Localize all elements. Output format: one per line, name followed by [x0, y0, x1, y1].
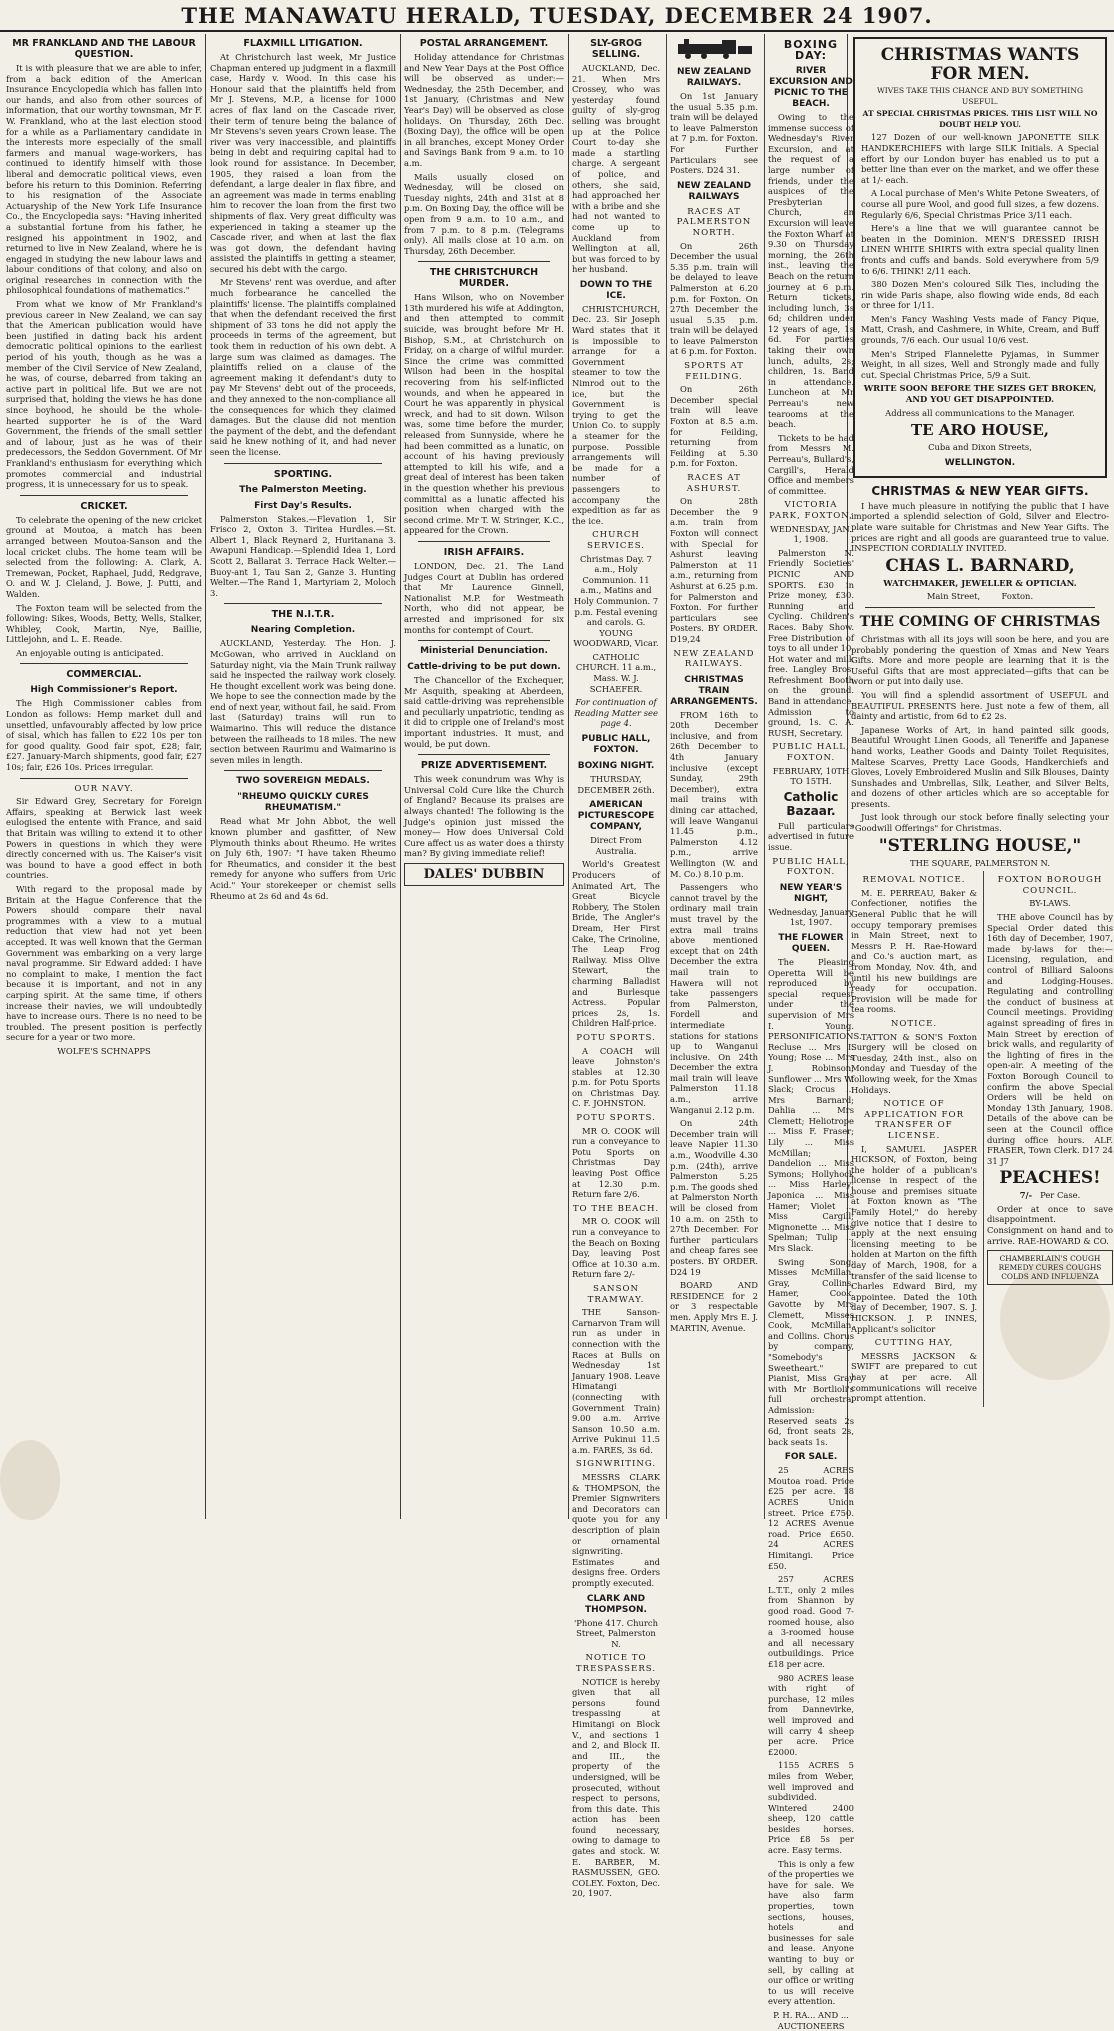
ad-text: Passengers who cannot travel by the ordinary mail train must travel by the extra mail trains above mentioned except that on 24th December the extra mail train to Hawera will not take passengers from Palmerston, Fordell and intermediate stations for stations up to Wanganui inclusive. On 24th December the extra mail train will leave Palmerston 11.18 a.m., arrive Wanganui 2.12 p.m. [670, 882, 758, 1115]
ad-text: TATTON & SON'S Foxton Surgery will be closed on Tuesday, 24th inst., also on Monday and Tuesday of the following week, for the Xmas Holidays. [851, 1031, 977, 1095]
divider [224, 463, 382, 464]
article-heading: FLAXMILL LITIGATION. [243, 38, 363, 49]
ad-text: A COACH will leave Johnston's stables at 12.30 p.m. for Potu Sports on Christmas Day. C. F. JOHNSTON. [572, 1045, 660, 1109]
article-heading: THE N.I.T.R. [271, 609, 335, 621]
article-paragraph: With regard to the proposal made by Britain at the Hague Conference that the Powers should compare their naval programmes with a view to a mutual reduction that view had not yet been accepted. It was well known that the German Government was embarking on a very large naval programme. Sir Edward added: I have no complaint to make, I mention the fact because it is important, and not in any carping spirit. At the same time, if others increase their navies, we will undoubtedly have to increase ours. There is no need to be troubled. The present position is perfectly secure for a year or two more. [6, 883, 202, 1043]
article-subheading: Ministerial Denunciation. [420, 646, 548, 657]
ad-text: Direct From Australia. [590, 835, 642, 856]
ad-text: On 26th December special train will leave Foxton at 8.5 a.m. for Feilding, returning from Feilding at 5.30 p.m. for Foxton. [670, 384, 758, 469]
column-3 [404, 34, 564, 1519]
ad-text: 127 Dozen of our well-known JAPONETTE SILK HANDKERCHIEFS with large SILK Initials. A Special effort by our London buyer has enabled us to put a better line than ever on the market, and we offer these at 1/- each. [861, 132, 1099, 185]
ad-text: This is only a few of the properties we have for sale. We have also farm properties, town sections, houses, hotels and businesses for sale and lease. Anyone wanting to buy or sell, by calling at our office or writing to us will receive every attention. [768, 1858, 854, 2007]
ad-text: You will find a splendid assortment of USEFUL and BEAUTIFUL PRESENTS here. Just note a few of them, all dainty and artistic, from 6d to £2 2s. [851, 689, 1109, 722]
ad-text: THURSDAY, DECEMBER 26th. [577, 774, 655, 795]
bazaar-title: Catholic Bazaar. [783, 789, 839, 818]
ad-text: MESSRS JACKSON & SWIFT are prepared to cut hay at per acre. All communications will receive prompt attention. [851, 1350, 977, 1404]
ad-text: On 1st January the usual 5.35 p.m. train will be delayed to leave Palmerston at 7 p.m. for Foxton. For Further Particulars see Posters. D24 31. [670, 91, 758, 176]
article-paragraph: LONDON, Dec. 21. The Land Judges Court at Dublin has ordered that Mr Laurence Ginnell, Nationalist M.P. for Westmeath North, who did not appear, be arrested and imprisoned for six months for contempt of Court. [404, 560, 564, 635]
ad-text: THE above Council has by Special Order dated this 16th day of December, 1907, made by-laws for the:— Licensing, regulation, and control of Billiard Saloons and Lodging-Houses. Regulating and controlling the conduct of business at Council meetings. Providing against spreading of fires in Main Street by erection of brick walls, and regularity of the lighting of fires in the open-air. A meeting of the Foxton Borough Council to confirm the above Special Orders will be held on Monday 13th January, 1908. Details of the above can be seen at the Council office during office hours. ALF. FRASER, Town Clerk. D17 24 31 J7 [987, 912, 1113, 1166]
article-paragraph: To celebrate the opening of the new cricket ground at Moutoa, a match has been arranged between Moutoa-Sanson and the local cricket clubs. The home team will be selected from the following: A. Clark, A. Tremewan, Pocket, Raphael, Judd, Redgrave, O. and W. J. Cleland, J. Bowe, J. Putti, and Walden. [6, 514, 202, 599]
ad-text: Full particulars advertised in future issue. [768, 820, 854, 852]
article-paragraph: AUCKLAND, Dec. 21. When Mrs Crossey, who was yesterday found guilty of sly-grog selling was brought up at the Police Court to-day she made a startling charge. A sergeant of police, and others, she said, had approached her with a bribe and she had not wanted to come up to Auckland from Wellington at all, but was forced to by her husband. [572, 63, 660, 275]
ad-heading: NOTICE. [890, 1018, 938, 1029]
ad-heading: VICTORIA PARK, FOXTON, [768, 500, 853, 521]
divider [418, 640, 550, 641]
divider [418, 261, 550, 262]
store-address: Cuba and Dixon Streets, [928, 442, 1032, 453]
jeweller-address [851, 591, 1109, 602]
ad-title: CHRISTMAS WANTS FOR MEN. [880, 45, 1080, 84]
article-heading: SPORTING. [273, 468, 333, 480]
article-paragraph: Holiday attendance for Christmas and New Year Days at the Post Office will be observed as under:—Wednesday, the 25th December, and 1st January, (Christmas and New Year's Day) will be observed as close holidays. On Thursday, 26th Dec. (Boxing Day), the office will be open in all branches, except Money Order and Savings Bank from 9 a.m. to 10 a.m. [404, 52, 564, 168]
ad-text: MESSRS CLARK & THOMPSON, the Premier Signwriters and Decorators can quote you for any description of plain or ornamental signwriting. Estimates and designs free. Orders promptly executed. [572, 1472, 660, 1588]
ad-text: Order at once to save disappointment. Consignment on hand and to arrive. RAE-HOWARD & CO. [987, 1203, 1113, 1246]
divider [865, 607, 1095, 608]
masthead [0, 0, 1114, 32]
article-heading: IRISH AFFAIRS. [443, 546, 525, 558]
ad-heading: NEW ZEALAND RAILWAYS [676, 180, 752, 202]
ad-text: 257 ACRES L.T.T., only 2 miles from Shannon by good road. Good 7-roomed house, also a 3-roomed house and all necessary outbuildings. Price £18 per acre. [768, 1574, 854, 1669]
article-paragraph: Palmerston Stakes.—Flevation 1, Sir Frisco 2, Oxton 3. Tiritea Hurdles.—St. Albert 1, Black Reynard 2, Huritanana 3. Awapuni Handicap.—Splendid Idea 1, Lord Scott 2, Ballarat 3. Terrace Hack Welter.—Buoy-ant 1, Tau San 2, Ganze 3. Hunting Welter.—The Rand 1, Martyriam 2, Moloch 3. [210, 513, 396, 598]
footer-ad: WOLFE'S SCHNAPPS [57, 1045, 151, 1056]
ad-subtitle: AT SPECIAL CHRISTMAS PRICES. THIS LIST WILL NO DOUBT HELP YOU. [862, 109, 1098, 129]
ad-heading: PUBLIC HALL, FOXTON. [581, 734, 651, 756]
article-subheading: High Commissioner's Report. [30, 685, 178, 696]
newspaper-title: THE MANAWATU HERALD, TUESDAY, DECEMBER 24 1907. [181, 3, 933, 28]
catholic-text: CATHOLIC CHURCH. 11 a.m., Mass. W. J. SCHAEFER. [575, 651, 657, 694]
article-subheading: First Day's Results. [254, 500, 352, 511]
ad-subheading: RACES AT PALMERSTON NORTH. [676, 206, 752, 238]
jeweller-street: Main Street, [926, 591, 981, 602]
store-name: TE ARO HOUSE, [910, 421, 1050, 440]
column-4b [666, 34, 758, 1519]
ad-heading: BOXING DAY: [783, 38, 839, 62]
article-paragraph: Hans Wilson, who on November 13th murdered his wife at Addington, and then attempted to commit suicide, was brought before Mr H. Bishop, S.M., at Christchurch on Friday, on a charge of wilful murder. Since the crime was committed Wilson had been in the hospital recovering from his self-inflicted wounds, and when he appeared in Court he was apparently in physical wreck, and had to sit down. Wilson was, some time before the murder, released from Sunnyside, where he had been committed as a lunatic, on account of his having previously attempted to kill his wife, and a great deal of interest has been taken in the question whether his previous committal as a lunatic affected his position when charged with the second crime. Mr T. W. Stringer, K.C., appeared for the Crown. [404, 292, 565, 536]
ad-text: Just look through our stock before finally selecting your "Goodwill Offerings" for Christmas. [851, 812, 1109, 834]
ad-subheading: SPORTS AT FEILDING. [684, 361, 744, 382]
ad-heading: NEW YEAR'S NIGHT, [779, 882, 843, 904]
article-paragraph: The High Commissioner cables from London as follows: Hemp market dull and unsettled, unfavourably affected by low price of sisal, which has fallen to £22 10s per ton for good quality. Good fair spot, £28; fair, £27. January-March shipments, good fair, £27 10s; fair, £26 10s. Prices irregular. [6, 698, 202, 773]
peaches-price-value: 7/- [1019, 1190, 1033, 1201]
cough-remedy-ad [987, 1250, 1113, 1285]
ad-text: BY-LAWS. [1029, 898, 1071, 909]
ad-text: MR O. COOK will run a conveyance to Potu Sports on Christmas Day leaving Post Office at 12.30 p.m. Return fare 2/6. [572, 1125, 660, 1200]
ad-heading: "RHEUMO QUICKLY CURES RHEUMATISM." [237, 792, 369, 814]
article-paragraph: This week conundrum was Why is Universal Cold Cure like the Church of England? Because its praises are always chanted! The following is the Judge's opinion just missed the money— How does Universal Cold Cure affect us as water does a thirsty man? By giving immediate relief! [404, 774, 564, 859]
ad-heading: CHRISTMAS TRAIN ARRANGEMENTS. [670, 674, 758, 707]
ad-heading: PUBLIC HALL, FOXTON. [772, 856, 850, 878]
ad-text: 980 ACRES lease with right of purchase, 12 miles from Dannevirke, well improved and will carry 4 sheep per acre. Price £2000. [768, 1672, 854, 1757]
jeweller-name: CHAS L. BARNARD, [885, 555, 1075, 576]
ad-heading: PUBLIC HALL, FOXTON. [772, 742, 850, 764]
column-1 [6, 34, 202, 1519]
ad-text: FEBRUARY, 10TH TO 15TH. [772, 765, 850, 787]
ad-text: 25 ACRES Moutoa road. Price £25 per acre. 18 ACRES Union street. Price £750. 12 ACRES Avenue road. Price £650. 24 ACRES Himitangi. Price £50. [768, 1465, 854, 1571]
dubbin-ad-title: DALES' DUBBIN [423, 867, 545, 882]
ad-text: FROM 16th to 20th December inclusive, and from 26th December to 4th January inclusive (except Sunday, 29th December), extra mail trains with dining car attached, will leave Wanganui 11.45 p.m., Palmerston 4.12 p.m., arrive Wellington (W. and M. Co.) 8.10 p.m. [670, 709, 758, 879]
column-rule [568, 34, 569, 1519]
ad-text: On 24th December train will leave Napier 11.30 a.m., Woodville 4.30 p.m. (24th), arrive Palmerston 5.25 p.m. The goods shed at Palmerston North will be closed from 10 a.m. on 25th to 27th December. For further particulars and cheap fares see posters. BY ORDER. D24 19 [670, 1118, 758, 1277]
ad-text: Here's a line that we will guarantee cannot be beaten in the Dominion. MEN'S DRESSED IRISH LINEN WHITE SHIRTS with extra special quality linen fronts and cuffs and bands. Sold everywhere from 5/9 to 6/6. THINK! 2/11 each. [861, 223, 1099, 276]
peaches-price [987, 1190, 1113, 1201]
divider [418, 754, 550, 755]
ad-text: WEDNESDAY, JAN. 1, 1908. [770, 523, 852, 545]
ad-text: Address all communications to the Manager. [885, 407, 1075, 418]
church-heading: CHURCH SERVICES. [586, 530, 646, 551]
article-paragraph: CHRISTCHURCH, Dec. 23. Sir Joseph Ward states that it is impossible to arrange for a Government steamer to tow the Nimrod out to the ice, but the Government is trying to get the Union Co. to supply a steamer for the purpose. Possible arrangements will be made for a number of passengers to accompany the expedition as far as the ice. [572, 303, 661, 526]
ad-subheading: RACES AT ASHURST. [686, 473, 742, 494]
column-rule [205, 34, 206, 1519]
ad-text: 1155 ACRES 5 miles from Weber, well improved and subdivided. Wintered 2400 sheep, 120 cattle besides horses. Price £8 5s per acre. Easy terms. [768, 1760, 854, 1856]
divider [20, 778, 188, 779]
ad-text: MR O. COOK will run a conveyance to the Beach on Boxing Day, leaving Post Office at 10.30 a.m. Return fare 2/- [572, 1216, 660, 1280]
bottom-ads-right [983, 871, 1113, 1407]
ad-text: The Pleasing Operetta Will be reproduced by special request under the supervision of Mrs I. Young. PERSONIFICATIONS. Recluse ... Mrs I. Young; Rose ... Mrs J. Robinson; Sunflower ... Mrs W. Slack; Crocus ... Mrs Barnard; Dahlia ... Mrs Clemett; Heliotrope ... Miss F. Fraser; Lily ... Miss McMillan; Dandelion ... Miss Symons; Hollyhock ... Miss Harley; Japonica ... Miss Hamer; Violet ... Miss Cargill; Mignonette ... Miss Spelman; Tulip ... Mrs Slack. [768, 956, 862, 1253]
ad-text: Men's Fancy Washing Vests made of Fancy Pique, Matt, Crash, and Cashmere, in White, Cream, and Buff grounds, 7/6 each. Our usual 10/6 vest. [861, 313, 1099, 346]
ad-text: WRITE SOON BEFORE THE SIZES GET BROKEN, AND YOU GET DISAPPOINTED. [863, 383, 1097, 405]
ad-text: On 26th December the usual 5.35 p.m. train will be delayed to leave Palmerston at 6.20 p.m. for Foxton. On 27th December the usual 5.35 p.m. train will be delayed to leave Palmerston at 6 p.m. for Foxton. [670, 240, 758, 357]
column-2 [210, 34, 396, 1519]
column-rule [400, 34, 401, 1519]
article-heading: DOWN TO THE ICE. [579, 279, 653, 301]
ad-heading: CUTTING HAY, [874, 1338, 954, 1349]
ad-text: BOARD AND RESIDENCE for 2 or 3 respectable men. Apply Mrs E. J. MARTIN, Avenue. [670, 1280, 758, 1333]
article-paragraph: An enjoyable outing is anticipated. [16, 647, 164, 658]
ad-text: Men's Striped Flannelette Pyjamas, in Summer Weight, in all sizes, Well and Strongly made and fully cut. Special Christmas Price, 5/9 a Suit. [861, 348, 1099, 380]
ad-heading: NEW ZEALAND RAILWAYS. [676, 67, 752, 88]
ad-text: On 28th December the 9 a.m. train from Foxton will connect with Special for Ashurst leaving Palmerston at 11 a.m., returning from Ashurst at 6.25 p.m. for Palmerston and Foxton. For further particulars see Posters. BY ORDER. D19,24 [670, 496, 758, 644]
article-heading: CRICKET. [80, 500, 128, 512]
bottom-ads [851, 871, 1113, 1407]
ad-text: 'Phone 417. Church Street, Palmerston N. [574, 1617, 658, 1649]
coming-christmas-title: THE COMING OF CHRISTMAS [859, 613, 1101, 630]
ad-heading: NOTICE OF APPLICATION FOR TRANSFER OF LICENSE. [863, 1099, 965, 1141]
article-heading: SLY-GROG SELLING. [590, 38, 642, 60]
ad-subtitle: WIVES TAKE THIS CHANCE AND BUY SOMETHING USEFUL. [876, 86, 1084, 106]
ad-heading: AMERICAN PICTURESCOPE COMPANY, [577, 800, 655, 833]
ad-heading: SANSON TRAMWAY. [587, 1283, 645, 1305]
divider [418, 541, 550, 542]
article-heading: MR FRANKLAND AND THE LABOUR QUESTION. [12, 38, 196, 60]
ad-text: Palmerston N. Friendly Societies' PICNIC AND SPORTS. £30 in Prize money, £30. Running and Cycling. Children's Races. Baby Show. Free Distribution of toys to all under 10. Hot water and milk free. Langley Bros. Refreshment Booth on the ground. Band in attendance. Admission to ground, 1s. C. A. RUSH, Secretary. [768, 547, 854, 738]
ad-text: NOTICE is hereby given that all persons found trespassing at Himitangi on Block V., and sections 1 and 2, and Block II. and III., the property of the undersigned, will be prosecuted, without respect to persons, from this date. This action has been found necessary, owing to damage to gates and stock. W. E. BARBER, M. RASMUSSEN, GEO. COLEY. Foxton, Dec. 20, 1907. [572, 1676, 660, 1899]
article-heading: THE CHRISTCHURCH MURDER. [429, 267, 539, 290]
church-text: Christmas Day. 7 a.m., Holy Communion. 11 a.m., Matins and Holy Communion. 7 p.m. Festal evening and carols. G. YOUNG WOODWARD, Vicar. [573, 553, 659, 649]
peaches-title: PEACHES! [999, 1168, 1101, 1189]
store-city: WELLINGTON. [944, 457, 1016, 468]
column-4c [764, 34, 862, 2031]
ad-heading: FOXTON BOROUGH COUNCIL. [997, 875, 1103, 896]
ad-heading: THE FLOWER QUEEN. [778, 932, 844, 954]
ad-text: Japanese Works of Art, in hand painted silk goods, Beautiful Wrought Linen Goods, all Teneriffe and Japanese hand works, Leather Goods and Dainty Toilet Requisites, Maltese Scarves, Pretty Lace Goods, Handkerchiefs and Gloves, Lovely Embroidered Muslin and Silk Blouses, Dainty Sunshades and Umbrellas, Silk, Leather, and Silver Belts, and dozens of other articles which are so acceptable for presents. [851, 724, 1109, 809]
ad-text: Christmas with all its joys will soon be here, and you are probably pondering the question of Xmas and New Years Gifts. More and more people are learning that it is the Useful Gifts that are most appreciated—gifts that can be worn or put into daily use. [851, 633, 1109, 687]
article-heading: OUR NAVY. [74, 783, 134, 794]
ad-text: 380 Dozen Men's coloured Silk Ties, including the rin wide Paris shape, also flowing wide ends, 8d each or three for 1/11. [861, 279, 1099, 311]
ad-text: Owing to the immense success of Wednesday's River Excursion, and at the request of a large number of friends, under the auspices of the Presbyterian Church, an Excursion will leave the Foxton Wharf at 9.30 on Thursday morning, the 26th inst., leaving the Beach on the return journey at 6 p.m. Return tickets, including lunch, 3s 6d; children under 12 years of age, 1s 6d. For parties taking their own lunch, adults, 2s; children, 1s. Band in attendance. Luncheon at Mr Perreau's new tearooms at the beach. [768, 112, 854, 430]
ad-text: A Local purchase of Men's White Petone Sweaters, of course all pure Wool, and good full sizes, a few dozens. Regularly 6/6, Special Christmas Price 3/11 each. [861, 188, 1099, 220]
ad-text: World's Greatest Producers of Animated Art, The Great Bicycle Robbery, The Stolen Bride, The Angler's Dream, Her First Cake, The Crinoline, The Leap Frog Railway. Miss Olive Stewart, the charming Balladist and Burlesque Actress. Popular prices 2s, 1s. Children Half-price. [572, 859, 660, 1029]
column-4a [572, 34, 661, 1899]
christmas-wants-ad [853, 37, 1107, 478]
ad-text: M. E. PERREAU, Baker & Confectioner, notifies the General Public that he will occupy temporary premises in Main Street, next to Messrs P. H. Rae-Howard and Co.'s auction mart, as from Monday, Nov. 4th, and until his new buildings are ready for occupation. Provision will be made for tea rooms. [851, 887, 977, 1015]
ad-text: THE Sanson-Carnarvon Tram will run as under in connection with the Races at Bulls on Wednesday 1st January 1908. Leave Himatangi (connecting with Government Train) 9.00 a.m. Arrive Sanson 10.50 a.m. Arrive Pukinui 11.5 a.m. FARES, 3s 6d. [572, 1307, 661, 1455]
article-paragraph: The Foxton team will be selected from the following: Sikes, Woods, Betty, Wells, Stalker, Whibley, Cook, Martin, Nye, Baillie, Littlejohn, and L. E. Reade. [6, 602, 202, 645]
article-paragraph: It is with pleasure that we are able to infer, from a back edition of the American Insurance Encyclopedia which has fallen into our hands, and also from other sources of information, that our worthy townsman, Mr F. W. Frankland, who at the last election stood for a while as a Parliamentary candidate in the interests more especially of the small farmers and manual wage-workers, has continued to identify himself with those liberal and democratic political views, even before his return to this Dominion. Referring to his resignation of the Associate Actuaryship of the New York Life Insurance Co., the Encyclopedia says: "Having inherited a substantial fortune from his father, he resigned his appointment in 1902, and returned to live in New Zealand, where he is engaged in studying the new labour laws and labour conditions of that colony, and also on original researches in connection with the philosophical foundations of mathematics." [6, 63, 202, 296]
ad-heading: RIVER EXCURSION AND PICNIC TO THE BEACH. [769, 66, 853, 109]
article-subheading: Nearing Completion. [250, 625, 356, 636]
ad-heading: BOXING NIGHT. [577, 761, 655, 772]
column-5 [851, 34, 1113, 1519]
ad-text: Read what Mr John Abbot, the well known plumber and gasfitter, of New Plymouth thinks about Rheumo. He writes on July 6th, 1907: "I have taken Rheumo for Rheumatics, and consider it the best remedy for anyone who suffers from Uric Acid." Your storekeeper or chemist sells Rheumo at 2s 6d and 4s 6d. [210, 816, 396, 901]
article-subheading: The Palmerston Meeting. [239, 484, 367, 495]
sterling-house-title: "STERLING HOUSE," [878, 835, 1082, 856]
ad-heading: CLARK AND THOMPSON. [585, 1593, 647, 1615]
ad-heading: FOR SALE. [784, 1452, 838, 1463]
article-heading: POSTAL ARRANGEMENT. [419, 38, 549, 49]
ad-text: I have much pleasure in notifying the public that I have imported a splendid selection of Gold, Silver and Electro-plate ware suitable for Christmas and New Year Gifts. The prices are right and all goods are guaranteed true to value. INSPECTION CORDIALLY INVITED. [851, 500, 1109, 554]
divider [20, 663, 188, 664]
ad-heading: TWO SOVEREIGN MEDALS. [236, 776, 370, 787]
dubbin-ad [404, 863, 564, 886]
ad-text: I, SAMUEL JASPER HICKSON, of Foxton, being the holder of a publican's license in respect of the house and premises situate at Foxton known as "The Family Hotel," do hereby give notice that I desire to apply at the next ensuing licensing meeting to be holden at Marton on the fifth day of March, 1908, for a transfer of the said license to Charles Edward Bird, my appointee. Dated the 10th day of December, 1907. S. J. HICKSON. J. P. INNES, Applicant's solicitor [851, 1143, 977, 1334]
column-4 [572, 34, 862, 2031]
article-heading: PRIZE ADVERTISEMENT. [420, 760, 548, 772]
bottom-ads-left [851, 871, 977, 1407]
ad-heading: SIGNWRITING. [575, 1459, 657, 1470]
divider [20, 495, 188, 496]
train-icon [670, 36, 758, 62]
ad-heading: REMOVAL NOTICE. [862, 875, 966, 886]
article-paragraph: Mails usually closed on Wednesday, will be closed on Tuesday nights, 24th and 31st at 8 p.m. On Boxing Day, the office will be open from 9 a.m. to 10 a.m., and from 7 p.m. to 8 p.m. (Telegrams only). All mails close at 10 a.m. on Thursday, 26th December. [404, 171, 564, 256]
ad-heading: POTU SPORTS. [576, 1032, 656, 1043]
ad-subheading: NEW ZEALAND RAILWAYS. [673, 648, 755, 670]
divider [224, 770, 382, 771]
article-heading: COMMERCIAL. [66, 669, 142, 681]
ad-heading: POTU SPORTS. [576, 1113, 656, 1124]
ad-text: Wednesday, January 1st, 1907. [768, 906, 854, 928]
ad-text: P. H. RA... AND ... AUCTIONEERS [773, 2009, 849, 2031]
article-paragraph: AUCKLAND, Yesterday. The Hon. J. McGowan, who arrived in Auckland on Saturday night, via the Main Trunk railway said he inspected the railway work closely. He thought excellent work was being done. We hope to see the connection made by the end of next year, without fail, he said. From last (Saturday) trains will run to Waimarino. This will reduce the distance between the railheads to 18 miles. The new section between Raurimu and Waimarino is seven miles in length. [210, 638, 396, 765]
article-paragraph: At Christchurch last week, Mr Justice Chapman entered up judgment in a flaxmill case, Hardy v. Wood. In this case his Honour said that the plaintiffs held from Mr J. Stevens, M.P., a license for 1000 acres of flax land on the Cascade river, their term of tenure being the balance of Mr Stevens's seven years Crown lease. The river was very inaccessible, and plaintiffs being in debt and requiring capital had to look round for assistance. In December, 1905, they raised a loan from the defendant, a large dealer in flax fibre, and an agreement was made in terms enabling him to recover the loan from the first two shipments of flax. Very great difficulty was experienced in taking a steamer up the Cascade river, and when at last the flax was got down, the defendant having assisted the plaintiffs in getting a steamer, secured his debt with the cargo. [210, 52, 396, 274]
article-paragraph: From what we know of Mr Frankland's previous career in New Zealand, we can say that the American publication would have been justified in dating back his ardent democratic political opinions to the earliest period of his youth, though as he was a member of the Civil Service of New Zealand, he was, of course, debarred from taking an active part in political life. But we are not surprised that, holding the views he has done since boyhood, he should be the whole-hearted supporter he is of the Ward Government, the friends of the small settler and of labour, just as he was of their predecessors, the Seddon Government. Of Mr Frankland's enthusiasm for everything which promotes commercial and industrial progress, it is unnecessary for us to speak. [6, 299, 202, 490]
cough-remedy-text: CHAMBERLAIN'S COUGH REMEDY CURES COUGHS COLDS AND INFLUENZA [998, 1254, 1102, 1282]
peaches-price-unit: Per Case. [1040, 1190, 1081, 1201]
sterling-house-address: THE SQUARE, PALMERSTON N. [910, 857, 1050, 868]
divider [224, 603, 382, 604]
article-paragraph: Mr Stevens' rent was overdue, and after much forbearance he cancelled the plaintiffs' license. The plaintiffs complained that when the defendant received the first shipment of 33 tons he did not apply the proceeds in terms of the agreement, but took them in reduction of his own debt. A large sum was claimed as damages. The plaintiffs relied on a clause of the agreement making it defendant's duty to pay Mr Stevens' debt out of the proceeds, and they annexed to the non-compliance all the consequences for which they claimed damages. But the clause did not mention the payment of the debt, and the defendant said he knew nothing of it, and had never seen the license. [210, 277, 396, 457]
ad-heading: TO THE BEACH. [572, 1203, 660, 1214]
article-paragraph: Sir Edward Grey, Secretary for Foreign Affairs, speaking at Berwick last week eulogised the entente with France, and said that Britain was willing to extend it to other Powers in questions in which they were directly concerned with us. The Kaiser's visit was bound to have a good effect in both countries. [6, 796, 202, 881]
continuation-note: For continuation of Reading Matter see page 4. [574, 697, 658, 729]
jeweller-trade: WATCHMAKER, JEWELLER & OPTICIAN. [883, 577, 1077, 588]
gifts-heading: CHRISTMAS & NEW YEAR GIFTS. [871, 483, 1089, 498]
ad-text: Swing Song: Misses McMillan, Gray, Collins, Hamer, Cook. Gavotte by Mrs Clemett, Misses Cook, McMillan, and Collins. Chorus by company, "Somebody's Sweetheart." Pianist, Miss Gray with Mr Bortlioli's full orchestra. Admission: Reserved seats 2s 6d, front seats 2s, back seats 1s. [768, 1256, 854, 1447]
article-paragraph: The Chancellor of the Exchequer, Mr Asquith, speaking at Aberdeen, said cattle-driving was reprehensible and peculiarly unpatriotic, tending as it did to cripple one of Ireland's most important industries. It must, and would, be put down. [404, 675, 564, 749]
ad-text: Tickets to be had from Messrs M. Perreau's, Bullard's, Cargill's, Herald Office and members of committee. [768, 432, 855, 496]
ad-heading: NOTICE TO TRESPASSERS. [575, 1653, 657, 1674]
jeweller-town: Foxton. [1001, 591, 1034, 602]
article-subheading: Cattle-driving to be put down. [407, 662, 561, 673]
